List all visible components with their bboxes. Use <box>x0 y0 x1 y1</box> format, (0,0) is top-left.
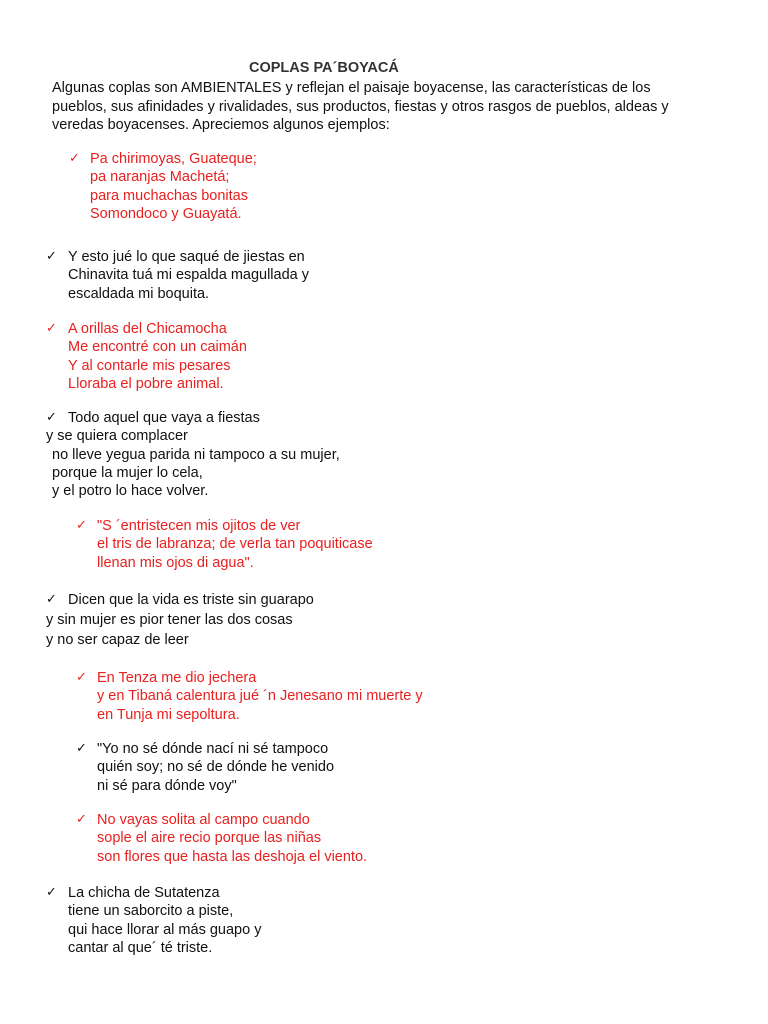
copla-stanza <box>0 409 340 500</box>
stanza-line: pa naranjas Machetá; <box>90 169 230 186</box>
stanza-line: "S ´entristecen mis ojitos de ver <box>97 518 301 534</box>
copla-stanza <box>0 590 314 650</box>
stanza-line: y sin mujer es pior tener las dos cosas <box>46 612 293 628</box>
stanza-line: sople el aire recio porque las niñas <box>97 830 322 847</box>
stanza-line: Pa chirimoyas, Guateque; <box>90 151 257 167</box>
copla-stanza <box>46 248 309 303</box>
stanza-line: Y esto jué lo que saqué de jiestas en <box>68 249 305 265</box>
checkmark-icon: ✓ <box>76 812 87 827</box>
stanza-line: son flores que hasta las deshoja el viento. <box>97 848 368 865</box>
copla-stanza <box>46 884 262 957</box>
intro-line: veredas boyacenses. Apreciemos algunos ejemplos: <box>52 117 390 133</box>
checkmark-icon: ✓ <box>46 592 57 607</box>
copla-stanza <box>69 150 257 223</box>
stanza-line: La chicha de Sutatenza <box>68 885 220 901</box>
stanza-line: En Tenza me dio jechera <box>97 670 257 686</box>
stanza-line: para muchachas bonitas <box>90 187 248 204</box>
stanza-line: escaldada mi boquita. <box>68 285 210 302</box>
stanza-line: Me encontré con un caimán <box>68 339 247 356</box>
checkmark-icon: ✓ <box>76 518 87 533</box>
stanza-line: qui hace llorar al más guapo y <box>68 921 262 938</box>
checkmark-icon: ✓ <box>76 670 87 685</box>
stanza-line: el tris de labranza; de verla tan poquiticase <box>97 536 373 553</box>
copla-stanza <box>46 320 247 393</box>
stanza-line: A orillas del Chicamocha <box>68 321 227 337</box>
stanza-line: llenan mis ojos di agua". <box>97 554 254 571</box>
stanza-line: y no ser capaz de leer <box>46 632 189 648</box>
intro-line: pueblos, sus afinidades y rivalidades, sus productos, fiestas y otros rasgos de pueblos, aldeas y <box>52 98 669 115</box>
stanza-line: cantar al que´ té triste. <box>68 939 213 956</box>
copla-stanza <box>76 740 335 795</box>
copla-stanza <box>76 669 423 724</box>
intro-paragraph <box>52 79 742 135</box>
stanza-line: Dicen que la vida es triste sin guarapo <box>68 592 314 608</box>
stanza-line: y en Tibaná calentura jué ´n Jenesano mi muerte y <box>97 688 423 705</box>
stanza-line: Somondoco y Guayatá. <box>90 205 242 222</box>
stanza-line: y se quiera complacer <box>46 428 188 445</box>
stanza-line: no lleve yegua parida ni tampoco a su mujer, <box>52 446 340 463</box>
stanza-line: Chinavita tuá mi espalda magullada y <box>68 267 309 284</box>
stanza-line: quién soy; no sé de dónde he venido <box>97 759 335 776</box>
checkmark-icon: ✓ <box>46 885 57 900</box>
checkmark-icon: ✓ <box>46 249 57 264</box>
copla-stanza <box>76 517 373 572</box>
stanza-line: ni sé para dónde voy" <box>97 777 237 794</box>
stanza-line: Todo aquel que vaya a fiestas <box>68 410 260 426</box>
checkmark-icon: ✓ <box>46 321 57 336</box>
stanza-line: Y al contarle mis pesares <box>68 357 231 374</box>
stanza-line: porque la mujer lo cela, <box>52 464 203 481</box>
checkmark-icon: ✓ <box>76 741 87 756</box>
stanza-line: en Tunja mi sepoltura. <box>97 706 240 723</box>
checkmark-icon: ✓ <box>46 410 57 425</box>
page-title: COPLAS PA´BOYACÁ <box>249 60 399 76</box>
stanza-line: Lloraba el pobre animal. <box>68 375 224 392</box>
stanza-line: tiene un saborcito a piste, <box>68 903 234 920</box>
copla-stanza <box>76 811 368 866</box>
stanza-line: No vayas solita al campo cuando <box>97 812 310 828</box>
checkmark-icon: ✓ <box>69 151 80 166</box>
intro-line: Algunas coplas son AMBIENTALES y reflejan el paisaje boyacense, las características de los <box>52 80 651 96</box>
stanza-line: y el potro lo hace volver. <box>52 483 209 500</box>
stanza-line: "Yo no sé dónde nací ni sé tampoco <box>97 741 329 757</box>
